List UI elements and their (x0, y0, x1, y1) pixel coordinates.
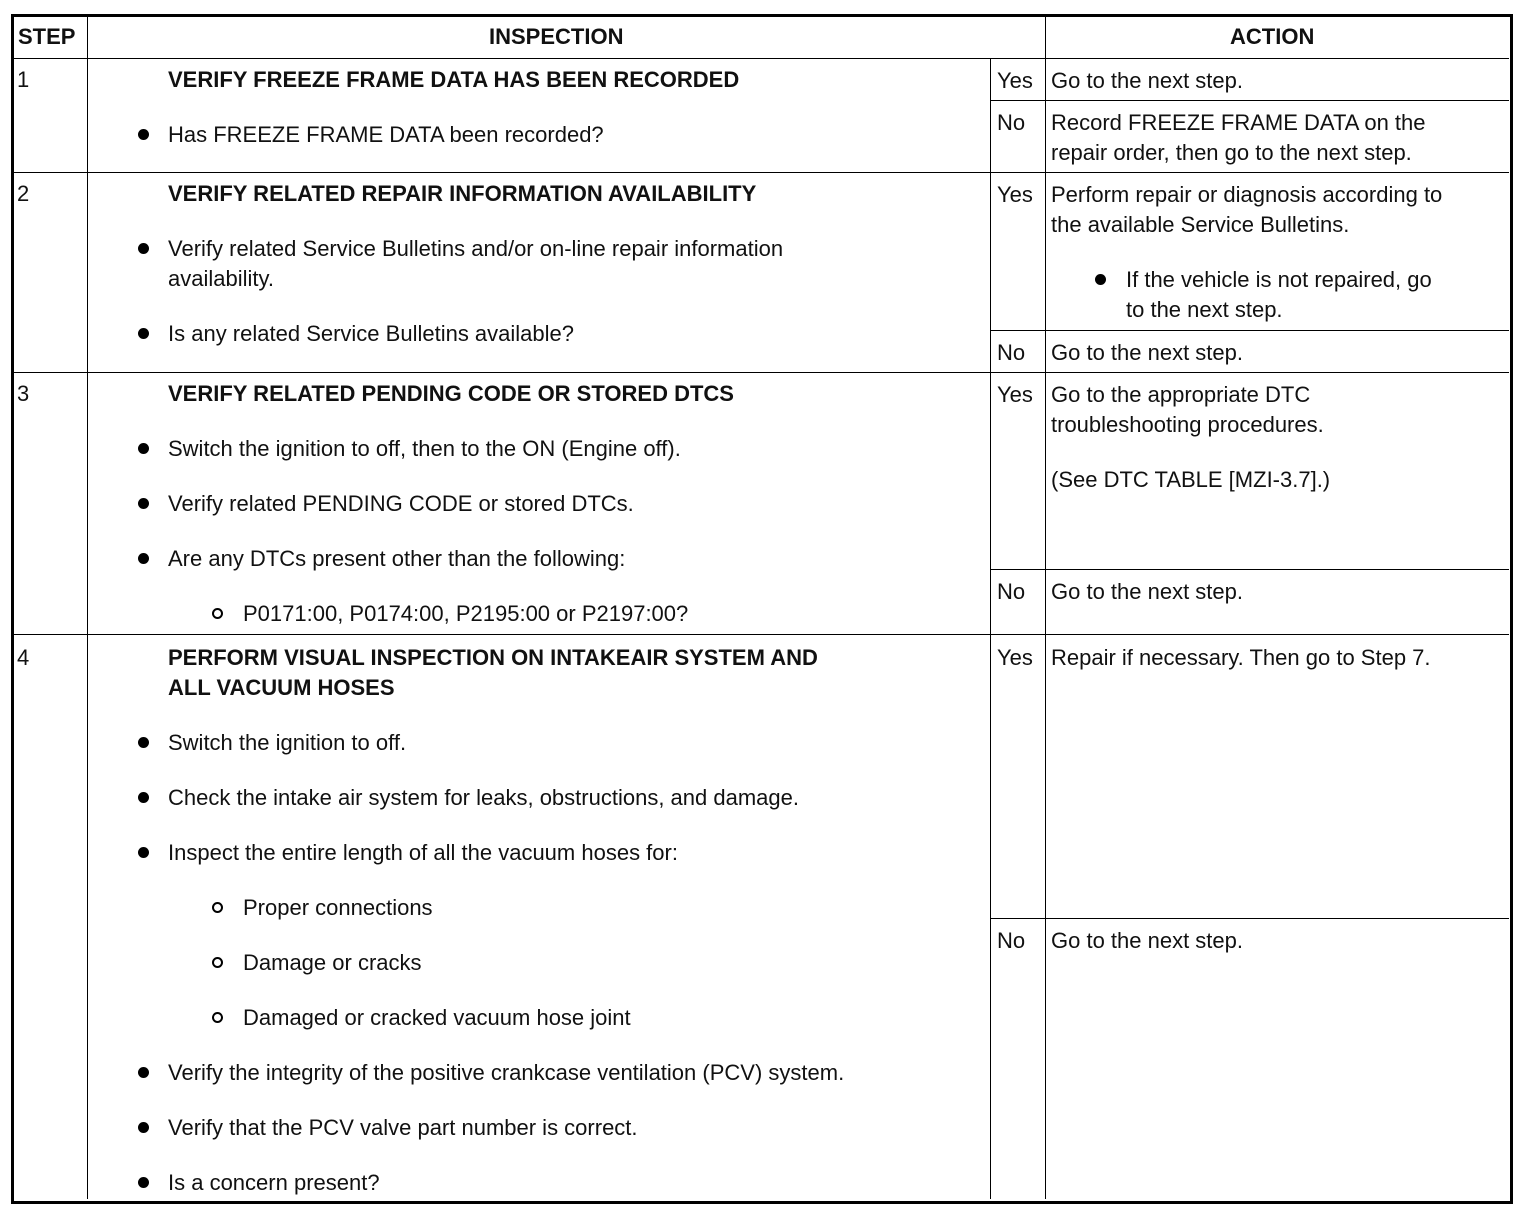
column-divider-yesno (990, 58, 991, 1199)
no-label: No (997, 928, 1026, 953)
inspection-item: Has FREEZE FRAME DATA been recorded? (168, 122, 604, 147)
step-title-line: PERFORM VISUAL INSPECTION ON INTAKEAIR SYSTEM AND (168, 645, 818, 670)
yes-label: Yes (997, 182, 1033, 207)
header-action: ACTION (1230, 24, 1315, 49)
step-title: VERIFY RELATED REPAIR INFORMATION AVAILABILITY (168, 181, 757, 206)
bullet-icon (1095, 274, 1106, 285)
bullet-icon (138, 443, 149, 454)
yes-label: Yes (997, 645, 1033, 670)
step-title-line: ALL VACUUM HOSES (168, 675, 395, 700)
header-inspection: INSPECTION (489, 24, 624, 49)
inspection-item: Verify that the PCV valve part number is correct. (168, 1115, 638, 1140)
inspection-item-line: availability. (168, 266, 274, 291)
inspection-item: Inspect the entire length of all the vacuum hoses for: (168, 840, 678, 865)
bullet-icon (138, 328, 149, 339)
yes-no-divider-2 (990, 330, 1509, 331)
row-divider-2 (13, 372, 1509, 373)
inspection-item: Verify related PENDING CODE or stored DTCs. (168, 491, 634, 516)
inspection-subitem: Damage or cracks (243, 950, 422, 975)
step-number: 4 (17, 645, 30, 670)
row-divider-1 (13, 172, 1509, 173)
yes-action-line: Perform repair or diagnosis according to (1051, 182, 1443, 207)
yes-action-line: troubleshooting procedures. (1051, 412, 1324, 437)
inspection-item: Is any related Service Bulletins available? (168, 321, 575, 346)
step-number: 3 (17, 381, 30, 406)
bullet-icon (138, 792, 149, 803)
inspection-subitem: P0171:00, P0174:00, P2195:00 or P2197:00? (243, 601, 689, 626)
inspection-item: Verify the integrity of the positive crankcase ventilation (PCV) system. (168, 1060, 845, 1085)
yes-action-line: the available Service Bulletins. (1051, 212, 1350, 237)
yes-sub-line: to the next step. (1126, 297, 1283, 322)
yes-sub-line: If the vehicle is not repaired, go (1126, 267, 1432, 292)
yes-label: Yes (997, 382, 1033, 407)
bullet-icon (138, 1177, 149, 1188)
step-number: 1 (17, 67, 30, 92)
circle-bullet-icon (212, 1012, 223, 1023)
no-action: Go to the next step. (1051, 928, 1244, 953)
step-title: VERIFY RELATED PENDING CODE OR STORED DTCS (168, 381, 734, 406)
column-divider-step (87, 16, 88, 1199)
no-action: Go to the next step. (1051, 579, 1244, 604)
bullet-icon (138, 1067, 149, 1078)
bullet-icon (138, 498, 149, 509)
bullet-icon (138, 129, 149, 140)
bullet-icon (138, 553, 149, 564)
bullet-icon (138, 737, 149, 748)
bullet-icon (138, 847, 149, 858)
inspection-item: Is a concern present? (168, 1170, 380, 1195)
bullet-icon (138, 243, 149, 254)
bullet-icon (138, 1122, 149, 1133)
row-divider-3 (13, 634, 1509, 635)
yes-action: Repair if necessary. Then go to Step 7. (1051, 645, 1431, 670)
inspection-item-line: Verify related Service Bulletins and/or on-line repair information (168, 236, 784, 261)
yes-no-divider-4 (990, 918, 1509, 919)
circle-bullet-icon (212, 608, 223, 619)
header-step: STEP (18, 24, 76, 49)
inspection-item: Switch the ignition to off, then to the ON (Engine off). (168, 436, 681, 461)
inspection-item: Check the intake air system for leaks, obstructions, and damage. (168, 785, 799, 810)
column-divider-action (1045, 16, 1046, 1199)
inspection-item: Are any DTCs present other than the following: (168, 546, 626, 571)
yes-label: Yes (997, 68, 1033, 93)
inspection-subitem: Damaged or cracked vacuum hose joint (243, 1005, 631, 1030)
yes-no-divider-1 (990, 100, 1509, 101)
yes-action-line: Go to the appropriate DTC (1051, 382, 1311, 407)
inspection-item: Switch the ignition to off. (168, 730, 407, 755)
no-label: No (997, 579, 1026, 604)
no-action: Go to the next step. (1051, 340, 1244, 365)
inspection-subitem: Proper connections (243, 895, 433, 920)
circle-bullet-icon (212, 902, 223, 913)
step-title: VERIFY FREEZE FRAME DATA HAS BEEN RECORDED (168, 67, 740, 92)
step-number: 2 (17, 181, 30, 206)
yes-action: Go to the next step. (1051, 68, 1244, 93)
no-label: No (997, 340, 1026, 365)
yes-no-divider-3 (990, 569, 1509, 570)
no-label: No (997, 110, 1026, 135)
circle-bullet-icon (212, 957, 223, 968)
header-divider (13, 58, 1509, 59)
no-action-line: repair order, then go to the next step. (1051, 140, 1412, 165)
yes-reference: (See DTC TABLE [MZI-3.7].) (1051, 467, 1331, 492)
no-action-line: Record FREEZE FRAME DATA on the (1051, 110, 1426, 135)
